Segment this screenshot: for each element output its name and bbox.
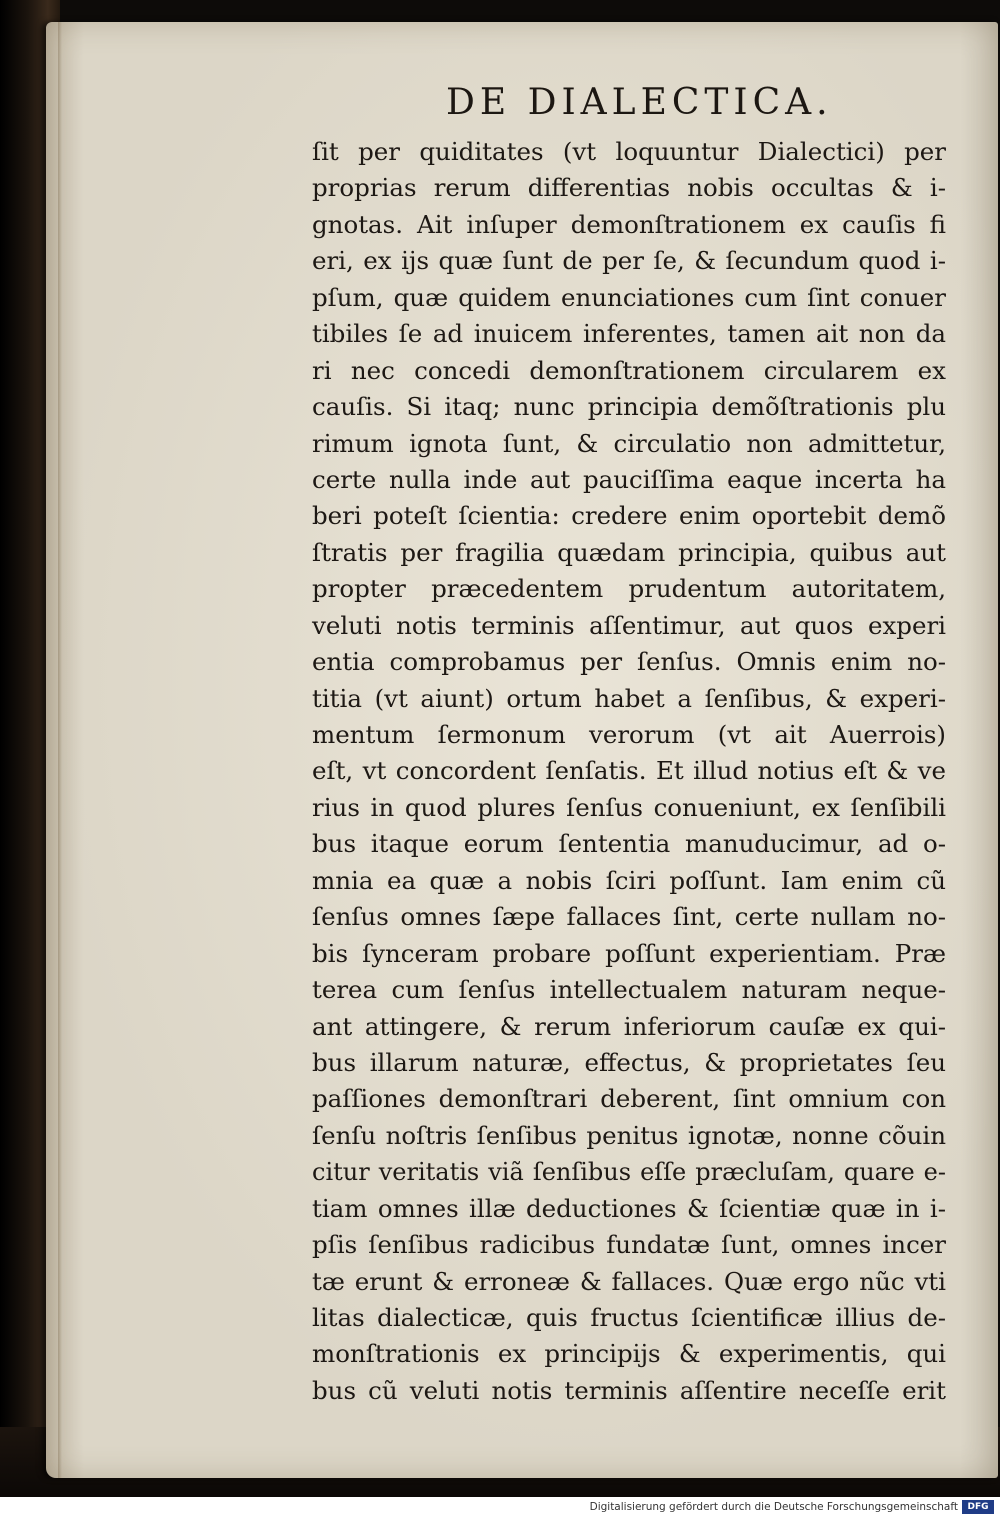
text-line: rimum ignota ſunt, & circulatio non admittetur, xyxy=(312,428,946,458)
text-line: pſum, quæ quidem enunciationes cum ſint conuer xyxy=(312,282,946,312)
text-line: tibiles ſe ad inuicem inferentes, tamen ait non da xyxy=(312,319,946,349)
text-line: beri poteſt ſcientia: credere enim oportebit demõ xyxy=(312,501,946,531)
text-line: paſſiones demonſtrari deberent, ſint omnium con xyxy=(312,1084,946,1114)
running-head: DE DIALECTICA. xyxy=(446,82,833,123)
text-line: pſis ſenſibus radicibus fundatæ ſunt, omnes incer xyxy=(312,1230,946,1260)
text-line: ſenſus omnes ſæpe fallaces ſint, certe nullam no- xyxy=(312,902,946,932)
text-line: mnia ea quæ a nobis ſciri poſſunt. Iam enim cũ xyxy=(312,865,946,895)
text-line: bus illarum naturæ, effectus, & proprietates ſeu xyxy=(312,1047,946,1077)
text-line: bus cũ veluti notis terminis aſſentire neceſſe erit xyxy=(312,1375,946,1405)
text-line: ſtratis per fragilia quædam principia, quibus aut xyxy=(312,537,946,567)
dfg-logo: DFG xyxy=(962,1500,994,1514)
text-line: eſt, vt concordent ſenſatis. Et illud notius eſt & ve xyxy=(312,756,946,786)
text-line: cauſis. Si itaq; nunc principia demõſtrationis plu xyxy=(312,392,946,422)
text-line: gnotas. Ait inſuper demonſtrationem ex cauſis fi xyxy=(312,209,946,239)
text-line: entia comprobamus per ſenſus. Omnis enim no- xyxy=(312,647,946,677)
funding-note: Digitalisierung gefördert durch die Deutsche Forschungsgemeinschaft xyxy=(589,1501,958,1513)
text-line: rius in quod plures ſenſus conueniunt, ex ſenſibili xyxy=(312,792,946,822)
text-line: proprias rerum differentias nobis occultas & i- xyxy=(312,173,946,203)
text-line: veluti notis terminis aſſentimur, aut quos experi xyxy=(312,610,946,640)
text-line: tiam omnes illæ deductiones & ſcientiæ quæ in i- xyxy=(312,1193,946,1223)
text-line: ri nec concedi demonſtrationem circularem ex xyxy=(312,355,946,385)
text-line: titia (vt aiunt) ortum habet a ſenſibus, & experi- xyxy=(312,683,946,713)
text-line: eri, ex ijs quæ ſunt de per ſe, & ſecundum quod i- xyxy=(312,246,946,276)
text-line: propter præcedentem prudentum autoritatem, xyxy=(312,574,946,604)
footer-bar xyxy=(0,1497,1000,1518)
text-line: bus itaque eorum ſententia manuducimur, ad o- xyxy=(312,829,946,859)
body-text xyxy=(312,134,946,1409)
text-line: certe nulla inde aut pauciſſima eaque incerta ha xyxy=(312,464,946,494)
text-line: tæ erunt & erroneæ & fallaces. Quæ ergo nũc vti xyxy=(312,1266,946,1296)
text-line: bis ſynceram probare poſſunt experientiam. Præ xyxy=(312,938,946,968)
text-line: ſenſu noſtris ſenſibus penitus ignotæ, nonne cõuin xyxy=(312,1120,946,1150)
text-line: litas dialecticæ, quis fructus ſcientificæ illius de- xyxy=(312,1303,946,1332)
text-line: monſtrationis ex principijs & experimentis, qui xyxy=(312,1339,946,1369)
text-line: ſit per quiditates (vt loquuntur Dialectici) per xyxy=(312,137,946,166)
text-line: citur veritatis viã ſenſibus eſſe præcluſam, quare e- xyxy=(312,1158,946,1187)
text-line: mentum ſermonum verorum (vt ait Auerrois) xyxy=(312,720,946,749)
text-line: ant attingere, & rerum inferiorum cauſæ ex qui- xyxy=(312,1011,946,1041)
text-line: terea cum ſenſus intellectualem naturam neque- xyxy=(312,975,946,1005)
page-gutter-shadow xyxy=(58,22,62,1478)
